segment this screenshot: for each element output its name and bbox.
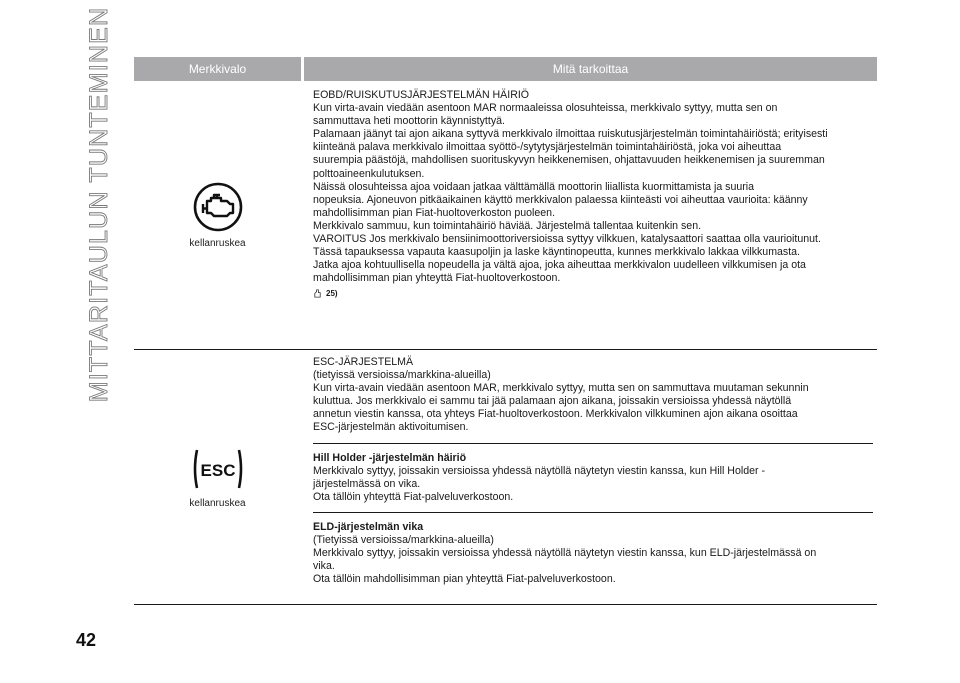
text-line: (Tietyissä versioissa/markkina-alueilla)	[313, 534, 494, 547]
text-line: mahdollisimman pian yhteyttä Fiat-huoltoverkostoon.	[313, 272, 561, 285]
text-line: sammuttava heti moottorin käynnistyttyä.	[313, 115, 505, 128]
table-row	[134, 350, 877, 605]
text-line: Ota tällöin yhteyttä Fiat-palveluverkostoon.	[313, 490, 514, 503]
engine-check-icon	[190, 182, 246, 232]
warning-light-cell	[134, 81, 301, 349]
text-line: järjestelmässä on vika.	[313, 477, 421, 490]
side-chapter-title-text: MITTARITAULUN TUNTEMINEN	[85, 6, 114, 402]
warning-hand-icon	[313, 289, 322, 298]
description-section	[313, 443, 873, 512]
column-header-warning-light: Merkkivalo	[134, 57, 301, 81]
esc-icon-text: ESC	[200, 460, 235, 480]
meaning-cell	[301, 81, 877, 349]
text-line: vika.	[313, 560, 335, 573]
color-label: kellanruskea	[189, 237, 246, 249]
text-line: Merkkivalo syttyy, joissakin versioissa yhdessä näytöllä näytetyn viestin kanssa, kun ELD-järjestelmässä on	[313, 547, 817, 560]
text-line: suurempia päästöjä, mahdollisen suorituskyvyn heikkenemisen, ohjattavuuden heikkenemisen ja suuremman	[313, 154, 825, 167]
text-line: Merkkivalo syttyy, joissakin versioissa yhdessä näytöllä näytetyn viestin kanssa, kun Hill Holder -	[313, 464, 765, 477]
text-line: mahdollisimman pian Fiat-huoltoverkoston puoleen.	[313, 206, 556, 219]
page-number: 42	[76, 630, 97, 650]
reference-number: 25)	[326, 289, 338, 299]
table-row	[134, 81, 877, 350]
text-line: (tietyissä versioissa/markkina-alueilla)	[313, 369, 491, 382]
meaning-cell	[301, 350, 877, 604]
description-section	[313, 81, 873, 306]
warning-light-table	[134, 57, 877, 605]
warning-light-cell	[134, 350, 301, 604]
text-line: annetun viestin kanssa, ota yhteys Fiat-huoltoverkostoon. Merkkivalon vilkkuminen ajon aikana osoittaa	[313, 408, 798, 421]
text-line: Merkkivalo sammuu, kun toimintahäiriö häviää. Järjestelmä tallentaa kuitenkin sen.	[313, 219, 702, 232]
warning-reference	[313, 287, 873, 300]
text-line: polttoaineenkulutuksen.	[313, 167, 425, 180]
text-line: Tässä tapauksessa vapauta kaasupoljin ja laske käyntinopeutta, kunnes merkkivalo lakkaa vilkkumasta.	[313, 246, 800, 259]
text-line: kuluttua. Jos merkkivalo ei sammu tai jää palamaan ajon aikana, joissakin versioissa yhdessä näytöllä	[313, 395, 792, 408]
side-chapter-title	[78, 6, 122, 402]
text-line: kiinteänä palava merkkivalo ilmoittaa syöttö-/sytytysjärjestelmän toimintahäiriöstä, joka voi aiheuttaa	[313, 141, 782, 154]
text-line: nopeuksia. Ajoneuvon pitkäaikainen käyttö merkkivalon palaessa kiinteästi voi aiheuttaa vaurioita: käänny	[313, 193, 808, 206]
table-header	[134, 57, 877, 81]
text-line: Kun virta-avain viedään asentoon MAR normaaleissa olosuhteissa, merkkivalo syttyy, mutta sen on	[313, 102, 778, 115]
text-line: Jatka ajoa kohtuullisella nopeudella ja vältä ajoa, joka aiheuttaa merkkivalon uudelleen vilkkumisen ja ota	[313, 259, 806, 272]
description-section	[313, 512, 873, 591]
text-line: ESC-järjestelmän aktivoitumisen.	[313, 421, 469, 434]
text-line: VAROITUS Jos merkkivalo bensiinimoottoriversioissa syttyy vilkkuen, katalysaattori saattaa olla vaurioitunut.	[313, 233, 821, 246]
section-title: ESC-JÄRJESTELMÄ	[313, 356, 414, 368]
section-title: ELD-järjestelmän vika	[313, 520, 424, 533]
text-line: Ota tällöin mahdollisimman pian yhteyttä Fiat-palveluverkostoon.	[313, 573, 616, 586]
text-line: Palamaan jäänyt tai ajon aikana syttyvä merkkivalo ilmoittaa ruiskutusjärjestelmän toimintahäiriöstä; erityisesti	[313, 128, 828, 141]
description-section	[313, 350, 873, 443]
text-line: Kun virta-avain viedään asentoon MAR, merkkivalo syttyy, mutta sen on sammuttava muutaman sekunnin	[313, 382, 809, 395]
section-title: Hill Holder -järjestelmän häiriö	[313, 451, 467, 464]
text-line: Näissä olosuhteissa ajoa voidaan jatkaa välttämällä moottorin liiallista kuormittamista ja suuria	[313, 180, 755, 193]
esc-icon	[192, 446, 244, 492]
column-header-meaning: Mitä tarkoittaa	[304, 57, 877, 81]
section-title: EOBD/RUISKUTUSJÄRJESTELMÄN HÄIRIÖ	[313, 89, 530, 101]
color-label: kellanruskea	[189, 497, 246, 509]
